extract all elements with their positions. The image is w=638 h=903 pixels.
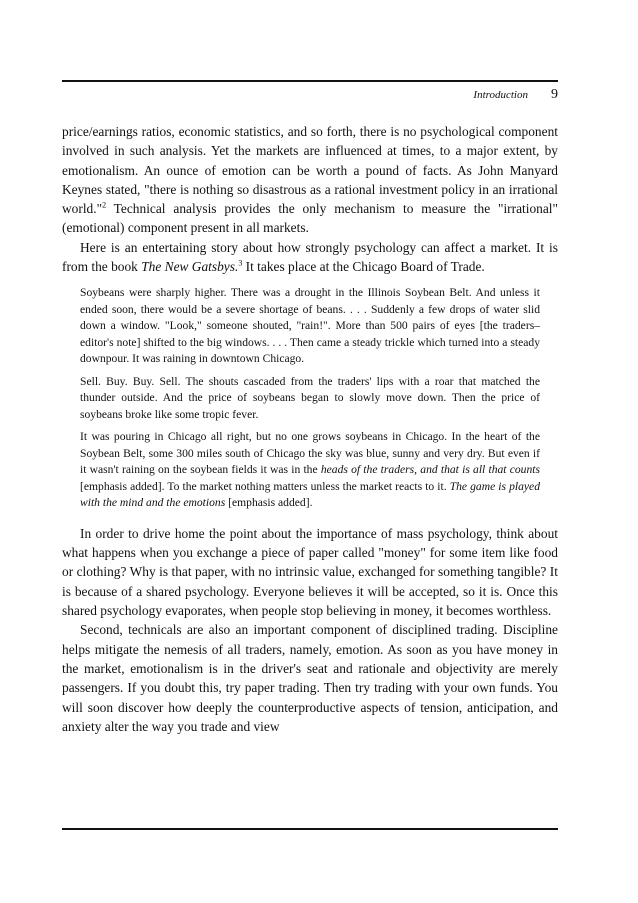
book-title: The New Gatsbys. (141, 259, 239, 275)
quote-3-text-c: [emphasis added]. (225, 496, 313, 510)
quote-paragraph-1: Soybeans were sharply higher. There was a drought in the Illinois Soybean Belt. And unless it ended soon, there would be a severe shortage of beans. . . . Suddenly a few drops of water slid down a window. "Look," someone shouted, "rain!". More than 500 pairs of eyes [the traders–editor's note] shifted to the big windows. . . . Then came a steady trickle which turned into a steady downpour. It was raining in downtown Chicago. (80, 286, 540, 366)
quote-3-emphasis-2: The game is played with the mind and the emotions (80, 479, 540, 510)
running-head (62, 87, 558, 103)
paragraph-2-text-a: Here is an entertaining story about how strongly psychology can affect a market. It is from the book (62, 239, 558, 275)
paragraph-2 (62, 238, 558, 277)
paragraph-4: Second, technicals are also an important component of disciplined trading. Discipline helps mitigate the nemesis of all traders, namely, emotion. As soon as you have money in the market, emotionalism is in the driver's seat and rationale and objectivity are merely passengers. If you doubt this, try paper trading. Then try trading with your own funds. You will soon discover how deeply the counterproductive aspects of tension, anticipation, and anxiety alter the way you trade and view (62, 622, 558, 734)
footnote-ref-2: 2 (102, 200, 107, 210)
paragraph-1-text-a: price/earnings ratios, economic statistics, and so forth, there is no psychological component involved in such analysis. Yet the markets are influenced at times, to a major extent, by emotionalism. An ounce of emotion can be worth a pound of facts. As John Manyard Keynes stated, "there is nothing so disastrous as a rational investment policy in an irrational world." (62, 124, 558, 217)
footnote-ref-3: 3 (238, 258, 243, 268)
quote-paragraph-2: Sell. Buy. Buy. Sell. The shouts cascaded from the traders' lips with a roar that matched the thunder outside. And the price of soybeans began to slowly move down. Then the price of soybeans broke like some tropic fever. (80, 374, 540, 421)
chapter-title: Introduction (473, 89, 528, 101)
paragraph-2-text-b: It takes place at the Chicago Board of Trade. (242, 259, 485, 275)
quote-3-emphasis-1: heads of the traders, and that is all that counts (320, 463, 540, 477)
quote-3-text-b: [emphasis added]. To the market nothing matters unless the market reacts to it. (80, 479, 450, 493)
body-text (62, 122, 558, 736)
paragraph-1 (62, 122, 558, 238)
quote-paragraph-3 (80, 429, 540, 512)
bottom-rule (62, 828, 558, 830)
block-quote (80, 285, 540, 512)
top-rule (62, 80, 558, 82)
quote-3-text-a: It was pouring in Chicago all right, but no one grows soybeans in Chicago. In the heart of the Soybean Belt, some 300 miles south of Chicago the sky was blue, sunny and very dry. But even if it wasn't raining on the soybean fields it was in the (80, 430, 540, 477)
page-number: 9 (551, 87, 558, 102)
paragraph-3: In order to drive home the point about the importance of mass psychology, think about what happens when you exchange a piece of paper called "money" for some item like food or clothing? Why is that paper, with no intrinsic value, exchanged for something tangible? It is because of a shared psychology. Everyone believes it will be accepted, so it is. Once this shared psychology evaporates, when people stop believing in money, it becomes worthless. (62, 525, 558, 619)
paragraph-1-text-b: Technical analysis provides the only mechanism to measure the "irrational" (emotional) component present in all markets. (62, 201, 558, 236)
